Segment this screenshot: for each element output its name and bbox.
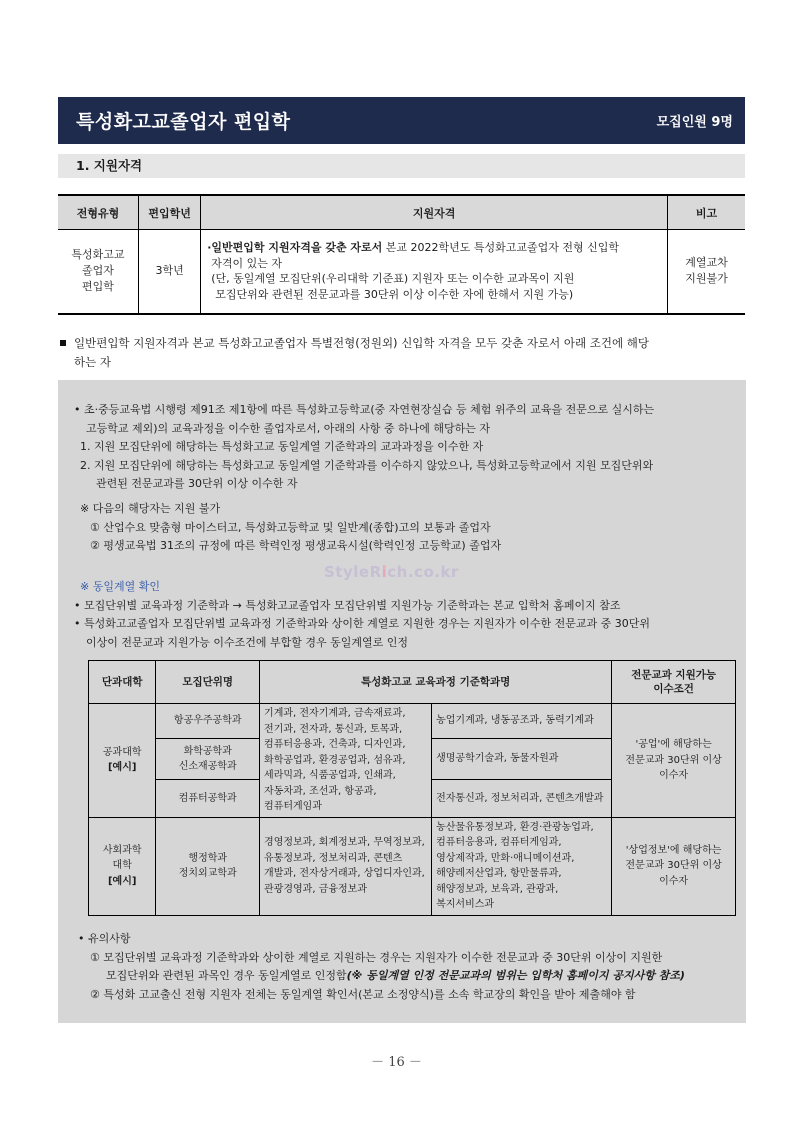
cautions: • 유의사항 ① 모집단위별 교육과정 기준학과와 상이한 계열로 지원하는 경우는 지원자가 이수한 전문교과 중 30단위 이상이 지원한 모집단위와 관련된 과목인 경우 동일계열로 인정함(※ 동일계열 인정 전문교과의 범위는 입학처 홈페이지 공지사항 참조) ② 특성화 고교출신 전형 지원자 전체는 동일계열 확인서(본교 소정양식)를 소속 학교장의 확인을 받아 제출해야 함 (78, 932, 685, 1001)
column-header: 비고 (667, 195, 745, 230)
column-header: 전형유형 (58, 195, 138, 230)
qualification: ·일반편입학 지원자격을 갖춘 자로서 본교 2022학년도 특성화고교졸업자 전형 신입학 자격이 있는 자 (단, 동일계열 모집단위(우리대학 기준표) 지원자 또는 이수한 교과목이 지원 모집단위와 관련된 전문교과를 30단위 이상 이수한 자에 한해서 지원 가능) (201, 230, 668, 314)
square-bullet-icon (60, 340, 66, 346)
completion-condition: '공업'에 해당하는 전문교과 30단위 이상 이수자 (612, 704, 736, 818)
table-row (89, 704, 736, 739)
common-departments: 기계과, 전자기계과, 금속재료과, 전기과, 전자과, 통신과, 토목과, 컴퓨터응용과, 건축과, 디자인과, 화학공업과, 환경공업과, 섬유과, 세라믹과, 식품공업과, 인쇄과, 자동차과, 조선과, 항공과, 컴퓨터게임과 (260, 704, 432, 818)
exclusion-list: ※ 다음의 해당자는 지원 불가 ① 산업수요 맞춤형 마이스터고, 특성화고등학교 및 일반계(종합)고의 보통과 졸업자 ② 평생교육법 31조의 규정에 따른 학력인정 평생교육시설(학력인정 고등학교) 졸업자 (80, 502, 502, 552)
remark: 계열교차 지원불가 (667, 230, 745, 314)
conditions-panel (58, 380, 746, 1023)
specific-departments: 전자통신과, 정보처리과, 콘텐츠개발과 (432, 780, 612, 818)
criteria-table (88, 660, 736, 916)
column-header: 지원자격 (201, 195, 668, 230)
eligibility-conditions: • 초·중등교육법 시행령 제91조 제1항에 따른 특성화고등학교(중 자연현장실습 등 체험 위주의 교육을 전문으로 실시하는 고등학교 제외)의 교육과정을 이수한 졸업자로서, 아래의 사항 중 하나에 해당하는 자 1. 지원 모집단위에 해당하는 특성화고교 동일계열 기준학과의 교과과정을 이수한 자 2. 지원 모집단위에 해당하는 특성화고교 동일계열 기준학과를 이수하지 않았으나, 특성화고등학교에서 지원 모집단위와 관련된 전문교과를 30단위 이상 이수한 자 (74, 403, 655, 490)
column-header: 모집단위명 (156, 661, 260, 704)
section-heading: 1. 지원자격 (58, 154, 745, 178)
column-header: 전문교과 지원가능 이수조건 (612, 661, 736, 704)
unit-name: 화학공학과 신소재공학과 (156, 739, 260, 780)
page-title: 특성화고교졸업자 편입학 (76, 111, 291, 133)
table-row (58, 230, 745, 314)
watermark: StyleRich.co.kr (324, 563, 459, 581)
qualification-emphasis: ·일반편입학 지원자격을 갖춘 자로서 (207, 241, 383, 255)
unit-name: 행정학과 정치외교학과 (156, 817, 260, 915)
general-note: 일반편입학 지원자격과 본교 특성화고교졸업자 특별전형(정원외) 신입학 자격을 모두 갖춘 자로서 아래 조건에 해당 하는 자 (58, 334, 738, 372)
table-header-row (89, 661, 736, 704)
eligibility-table (58, 194, 745, 315)
specific-departments: 생명공학기술과, 동물자원과 (432, 739, 612, 780)
page-number: － 16 － (371, 1055, 422, 1070)
table-header-row (58, 195, 745, 230)
common-departments: 경영정보과, 회계정보과, 무역정보과, 유통정보과, 정보처리과, 콘텐츠 개발과, 전자상거래과, 상업디자인과, 관광경영과, 금융정보과 (260, 817, 432, 915)
column-header: 단과대학 (89, 661, 156, 704)
specific-departments: 농산물유통정보과, 환경·관광농업과, 컴퓨터응용과, 컴퓨터게임과, 영상제작과, 만화·애니메이션과, 해양레저산업과, 항만물류과, 해양정보과, 보육과, 관광과, 복지서비스과 (432, 817, 612, 915)
specific-departments: 농업기계과, 냉동공조과, 동력기계과 (432, 704, 612, 739)
completion-condition: '상업정보'에 해당하는 전문교과 30단위 이상 이수자 (612, 817, 736, 915)
column-header: 특성화고교 교육과정 기준학과명 (260, 661, 612, 704)
title-banner (58, 97, 745, 144)
caution-emphasis: (※ 동일계열 인정 전문교과의 범위는 입학처 홈페이지 공지사항 참조) (346, 969, 685, 982)
column-header: 편입학년 (138, 195, 200, 230)
quota-label: 모집인원 9명 (656, 115, 733, 130)
college-name: 공과대학 [예시] (89, 704, 156, 818)
unit-name: 컴퓨터공학과 (156, 780, 260, 818)
same-field-title: ※ 동일계열 확인 (80, 580, 160, 593)
transfer-grade: 3학년 (138, 230, 200, 314)
college-name: 사회과학 대학 [예시] (89, 817, 156, 915)
same-field-check: ※ 동일계열 확인 • 모집단위별 교육과정 기준학과 → 특성화고교졸업자 모집단위별 지원가능 기준학과는 본교 입학처 홈페이지 참조 • 특성화고교졸업자 모집단위별 교육과정 기준학과와 상이한 계열로 지원한 경우는 지원자가 이수한 전문교과 중 30단위 이상이 전문교과 지원가능 이수조건에 부합할 경우 동일계열로 인정 (74, 578, 742, 652)
admission-type: 특성화고교 졸업자 편입학 (58, 230, 138, 314)
table-row (89, 817, 736, 915)
unit-name: 항공우주공학과 (156, 704, 260, 739)
